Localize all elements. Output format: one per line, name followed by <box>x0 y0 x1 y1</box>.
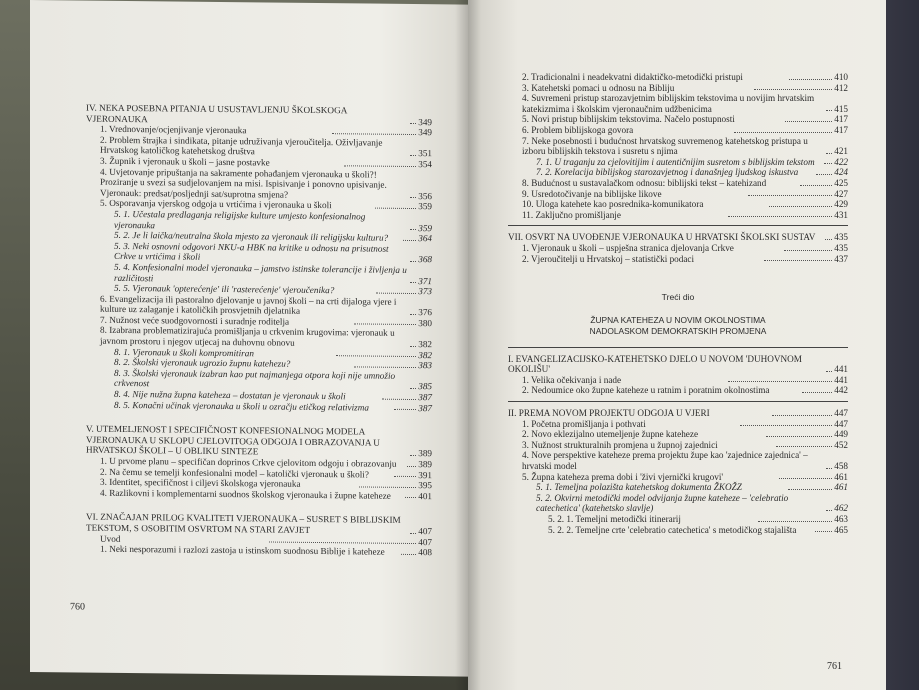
toc-page-number: 385 <box>418 381 432 392</box>
toc-entry-title: 1. Početna promišljanja i pothvati <box>522 418 646 429</box>
toc-entry-title: 5. 2. 1. Temeljni metodički itinerarij <box>548 514 681 524</box>
toc-page-number: 412 <box>834 82 848 93</box>
leader-dots <box>802 392 832 393</box>
toc-entry-title: 8. 3. Školski vjeronauk izabran kao put najmanjega otpora koji nije umnožio crkvenost <box>114 367 396 389</box>
section-ii <box>508 408 848 535</box>
toc-page-number: 376 <box>418 307 432 318</box>
leader-dots <box>826 510 832 511</box>
leader-dots <box>410 155 416 156</box>
leader-dots <box>825 239 832 240</box>
toc-page-number: 387 <box>418 402 432 413</box>
toc-page-number: 354 <box>418 159 432 170</box>
toc-entry <box>508 114 848 125</box>
toc-page-number: 417 <box>834 114 848 125</box>
toc-page-number: 359 <box>418 222 432 233</box>
toc-entry <box>508 514 848 525</box>
leader-dots <box>354 324 417 326</box>
leader-dots <box>728 216 833 217</box>
toc-entry <box>508 385 848 396</box>
leader-dots <box>826 371 832 372</box>
toc-entry <box>508 210 848 221</box>
toc-entry <box>508 189 848 200</box>
toc-page-number: 351 <box>418 148 432 159</box>
toc-entry-title: II. PREMA NOVOM PROJEKTU ODGOJA U VJERI <box>508 408 710 419</box>
leader-dots <box>784 250 832 251</box>
toc-entry-title: 5. Župna kateheza prema dobi i 'živi vjernički krugovi' <box>522 471 724 482</box>
toc-entry <box>508 440 848 451</box>
leader-dots <box>826 153 832 154</box>
toc-page-number: 427 <box>834 188 849 199</box>
toc-page-number: 410 <box>834 72 849 82</box>
leader-dots <box>772 415 832 416</box>
leader-dots <box>740 425 832 426</box>
toc-entry <box>508 419 848 430</box>
leader-dots <box>728 381 833 382</box>
toc-entry-title: 4. Nove perspektive kateheze prema projektu župe kao 'zajednice zajednica' – hrvatski model <box>522 450 808 472</box>
toc-page-number: 407 <box>418 526 432 537</box>
leader-dots <box>375 208 416 209</box>
toc-entry-title: 1. Vrednovanje/ocjenjivanje vjeronauka <box>100 123 247 136</box>
leader-dots <box>748 195 832 196</box>
toc-entry-title: VII. OSVRT NA UVOĐENJE VJERONAUKA U HRVATSKI ŠKOLSKI SUSTAV <box>508 232 816 243</box>
toc-entry-title: 5. 3. Neki osnovni odgovori NKU-a HBK na kritike u odnosu na prisutnost Crkve u vrtićima i školi <box>114 240 389 263</box>
toc-page-number: 441 <box>834 364 848 375</box>
section-i <box>508 354 848 396</box>
toc-entry-title: 2. Tradicionalni i neadekvatni didaktičko-metodički pristupi <box>522 72 743 82</box>
leader-dots <box>815 531 832 532</box>
toc-entry-title: 5. Osporavanja vjerskog odgoja u vrtićima i vjeronauka u školi <box>100 198 332 211</box>
toc-entry-title: 3. Katehetski pomaci u odnosu na Bibliju <box>522 82 675 93</box>
toc-entry-title: V. UTEMELJENOST I SPECIFIČNOST KONFESIONALNOG MODELA VJERONAUKA U SKLOPU CJELOVITOGA ODGOJA I OBRAZOVANJA U HRVATSKOJ ŠKOLI – U OBLIKU SINTEZE <box>86 423 380 457</box>
toc-page-number: 458 <box>834 461 848 472</box>
toc-page-number: 465 <box>834 524 849 535</box>
toc-page-number: 437 <box>834 253 849 264</box>
toc-page-number: 435 <box>834 242 848 253</box>
leader-dots <box>359 486 416 488</box>
leader-dots <box>344 165 416 167</box>
right-page <box>468 0 886 690</box>
toc-entry <box>508 72 848 83</box>
toc-entry-title: 2. Na čemu se temelji konfesionalni model – katolički vjeronauk u školi? <box>100 466 369 480</box>
toc-entry-title: 7. Nužnost veće suodgovornosti i suradnje roditelja <box>100 314 290 327</box>
toc-entry-title: 2. Novo eklezijalno utemeljenje župne kateheze <box>522 429 699 440</box>
leader-dots <box>824 163 832 164</box>
leader-dots <box>816 174 832 175</box>
toc-entry-title: 2. Nedoumice oko župne kateheze u ratnim i poratnim okolnostima <box>522 385 770 396</box>
leader-dots <box>354 366 416 368</box>
toc-entry-title: 2. Vjeroučitelji u Hrvatskoj – statistički podaci <box>522 253 695 264</box>
toc-entry <box>508 199 848 210</box>
leader-dots <box>410 282 416 283</box>
toc-entry-title: VI. ZNAČAJAN PRILOG KVALITETI VJERONAUKA – SUSRET S BIBLIJSKIM TEKSTOM, S OSOBITIM OSVRTOM NA STARI ZAVJET <box>86 511 401 535</box>
toc-entry-title: 5. 2. Okvirni metodički model odvijanja župne kateheze – 'celebratio catechetica' (katehetsko slavlje) <box>536 492 789 514</box>
leader-dots <box>410 261 416 262</box>
toc-page-number: 408 <box>418 547 432 558</box>
toc-entry-title: 8. Izabrana problematizirajuća promišljanja u crkvenim krugovima: vjeronauk u javnom prostoru i njegov utjecaj na duhovnu obnovu <box>100 325 395 348</box>
toc-entry-title: 3. Identitet, specifičnost i ciljevi školskoga vjeronauka <box>100 476 301 490</box>
toc-entry-title: 5. 1. Učestala predlaganja religijske kulture umjesto konfesionalnog vjeronauka <box>114 208 366 230</box>
leader-dots <box>758 521 833 522</box>
leader-dots <box>764 260 832 261</box>
toc-page-number: 463 <box>834 514 849 524</box>
toc-entry-title: 5. 4. Konfesionalni model vjeronauka – jamstvo istinske tolerancije i življenja u različitosti <box>114 261 407 283</box>
toc-entry-title: 5. Novi pristup biblijskim tekstovima. Načelo postupnosti <box>522 114 735 125</box>
toc-page-number: 461 <box>834 482 848 493</box>
toc-entry <box>508 375 848 386</box>
toc-page-number: 447 <box>834 418 849 429</box>
leader-dots <box>407 466 416 467</box>
toc-entry-title: 5. 2. 2. Temeljne crte 'celebratio catechetica' s metodičkog stajališta <box>548 524 797 535</box>
leader-dots <box>788 489 832 490</box>
left-toc <box>86 97 432 558</box>
toc-entry-title: 3. Nužnost strukturalnih promjena u župnoj zajednici <box>522 439 718 450</box>
toc-page-number: 447 <box>834 408 848 419</box>
toc-entry-title: 7. 1. U traganju za cjelovitijim i autentičnijim susretom s biblijskim tekstom <box>536 156 815 167</box>
toc-page-number: 349 <box>418 116 432 127</box>
toc-entry-title: 1. Vjeronauk u školi – uspješna stranica djelovanja Crkve <box>522 242 734 253</box>
leader-dots <box>410 123 416 124</box>
toc-entry-title: 5. 5. Vjeronauk 'opterećenje' ili 'rasterećenje' vjeroučenika? <box>114 282 335 296</box>
toc-entry <box>86 166 432 201</box>
toc-page-number: 425 <box>834 177 848 188</box>
leader-dots <box>789 79 833 80</box>
toc-entry <box>508 472 848 483</box>
leader-dots <box>754 89 832 90</box>
toc-entry-title: IV. NEKA POSEBNA PITANJA U USUSTAVLJENJU ŠKOLSKOGA VJERONAUKA <box>86 102 347 124</box>
leader-dots <box>785 121 833 122</box>
toc-entry-title: I. EVANGELIZACIJSKO-KATEHETSKO DJELO U NOVOM 'DUHOVNOM OKOLIŠU' <box>508 353 802 375</box>
left-page <box>30 0 468 677</box>
toc-entry <box>508 243 848 254</box>
toc-page-number: 449 <box>834 429 848 440</box>
toc-entry-title: 7. Neke posebnosti i budućnost hrvatskog suvremenog katehetskog pristupa u izboru biblijskih tekstova i susretu s njima <box>522 135 808 157</box>
toc-entry <box>508 136 848 157</box>
toc-page-number: 356 <box>418 190 432 201</box>
right-page-number: 761 <box>827 661 842 672</box>
toc-page-number: 429 <box>834 199 848 210</box>
toc-entry <box>508 167 848 178</box>
toc-entry-title: Uvod <box>100 533 121 544</box>
toc-entry <box>508 83 848 94</box>
leader-dots <box>269 542 416 545</box>
toc-section-heading <box>508 232 848 243</box>
leader-dots <box>394 409 417 410</box>
toc-page-number: 461 <box>834 471 848 482</box>
toc-entry <box>508 525 848 536</box>
leader-dots <box>336 355 416 357</box>
toc-page-number: 452 <box>834 439 849 450</box>
toc-page-number: 424 <box>834 167 849 178</box>
leader-dots <box>826 468 832 469</box>
divider <box>508 347 848 348</box>
leader-dots <box>410 229 416 230</box>
toc-entry-title: 8. 5. Konačni učinak vjeronauka u školi u ozračju etičkog relativizma <box>114 399 369 413</box>
toc-entry-title: 6. Evangelizacija ili pastoralno djelovanje u javnoj školi – na crti dijaloga vjere i kulture uz zalaganje i katoličkih prosvjetnih djelatnika <box>100 293 397 317</box>
toc-entry-title: 5. 1. Temeljna polazišta katehetskog dokumenta ŽKOŽZ <box>536 482 742 493</box>
part-title-line2: NADOLASKOM DEMOKRATSKIH PROMJENA <box>589 325 767 336</box>
leader-dots <box>410 314 416 315</box>
toc-entry <box>508 254 848 265</box>
toc-entry-title: 11. Zaključno promišljanje <box>522 209 621 220</box>
toc-page-number: 349 <box>418 127 433 138</box>
section-vii <box>508 232 848 264</box>
leader-dots <box>410 533 416 534</box>
toc-page-number: 371 <box>418 275 432 286</box>
toc-entry-title: 10. Uloga katehete kao posrednika-komunikatora <box>522 199 704 210</box>
toc-entry-title: 1. U prvome planu – specifičan doprinos Crkve cjelovitom odgoju i obrazovanju <box>100 455 397 469</box>
toc-entry-title: 9. Usredotočivanje na biblijske likove <box>522 188 662 199</box>
part-label: Treći dio <box>661 292 695 303</box>
toc-section-heading <box>86 424 432 459</box>
toc-entry-title: 1. Neki nesporazumi i razlozi zastoja u istinskom suodnosu Biblije i kateheze <box>100 543 385 557</box>
toc-entry <box>86 544 432 558</box>
toc-entry-title: 2. Problem štrajka i sindikata, pitanje udruživanja vjeroučitelja. Oživljavanje Hrvatskog katoličkog katehetskog društva <box>100 134 383 157</box>
spine-shadow <box>455 0 481 690</box>
toc-page-number: 442 <box>834 385 849 396</box>
toc-section-heading <box>508 354 848 375</box>
toc-entry-title: 4. Suvremeni pristup starozavjetnim biblijskim tekstovima u novijim hrvatskim katekizmima i školskim vjeronaučnim udžbenicima <box>522 93 815 114</box>
leader-dots <box>382 398 416 399</box>
toc-entry-title: 4. Razlikovni i komplementarni suodnos školskog vjeronauka i župne kateheze <box>100 487 391 501</box>
toc-page-number: 395 <box>418 480 433 491</box>
toc-page-number: 387 <box>418 392 432 403</box>
toc-page-number: 364 <box>418 233 433 244</box>
leader-dots <box>394 476 417 477</box>
toc-entry-title: 6. Problem biblijskoga govora <box>522 124 634 135</box>
right-top-items <box>508 72 848 220</box>
toc-entry-title: 8. 4. Nije nužna župna kateheza – dostatan je vjeronauk u školi <box>114 388 346 402</box>
toc-entry-title: 8. 2. Školski vjeronauk ugrozio župnu katehezu? <box>114 357 291 369</box>
leader-dots <box>776 446 832 447</box>
toc-page-number: 421 <box>834 146 848 157</box>
toc-page-number: 383 <box>418 360 432 371</box>
toc-page-number: 401 <box>418 490 432 501</box>
toc-entry-title: 1. Velika očekivanja i nade <box>522 374 622 385</box>
toc-page-number: 391 <box>418 469 432 480</box>
toc-entry <box>508 493 848 514</box>
toc-page-number: 417 <box>834 124 849 135</box>
toc-entry-title: 5. 2. Je li laička/neutralna škola mjesto za vjeronauk ili religijsku kulturu? <box>114 230 389 243</box>
toc-page-number: 462 <box>834 503 848 514</box>
leader-dots <box>332 133 416 135</box>
leader-dots <box>376 292 416 293</box>
toc-entry <box>508 178 848 189</box>
leader-dots <box>779 478 833 479</box>
leader-dots <box>410 388 416 389</box>
toc-page-number: 422 <box>834 156 848 167</box>
divider <box>508 401 848 402</box>
toc-page-number: 382 <box>418 339 432 350</box>
left-page-number: 760 <box>70 601 85 613</box>
toc-entry <box>508 450 848 471</box>
toc-entry-title: 8. Budućnost u sustavalačkom odnosu: biblijski tekst – katehizand <box>522 177 767 188</box>
right-toc <box>508 72 848 535</box>
leader-dots <box>734 132 832 133</box>
leader-dots <box>401 554 416 555</box>
toc-page-number: 441 <box>834 374 849 385</box>
divider <box>508 225 848 226</box>
toc-page-number: 431 <box>834 209 849 220</box>
part-title-line1: ŽUPNA KATEHEZA U NOVIM OKOLNOSTIMA <box>590 314 766 325</box>
leader-dots <box>403 240 416 241</box>
toc-section-heading <box>508 408 848 419</box>
toc-entry <box>508 125 848 136</box>
toc-page-number: 373 <box>418 286 433 297</box>
toc-page-number: 368 <box>418 254 432 265</box>
toc-page-number: 380 <box>418 317 433 329</box>
toc-entry-title: 3. Župnik i vjeronauk u školi – jasne postavke <box>100 155 270 168</box>
leader-dots <box>410 346 416 347</box>
leader-dots <box>410 455 416 456</box>
leader-dots <box>766 436 832 437</box>
toc-entry-title: 4. Uvjetovanje pripuštanja na sakramente pohađanjem vjeronauka u školi?! Proziranje u svezi sa sudjelovanjem na misi. Ispisivanje i ponovno upisivanje. Vjeronauk: predsat/posljednji sat/suprotna smjena? <box>100 166 387 200</box>
leader-dots <box>826 110 832 111</box>
leader-dots <box>769 206 832 207</box>
toc-page-number: 389 <box>418 448 432 459</box>
toc-entry <box>508 93 848 114</box>
toc-entry-title: 7. 2. Korelacija biblijskog starozavjetnog i današnjeg ljudskog iskustva <box>536 167 799 178</box>
leader-dots <box>800 185 832 186</box>
toc-page-number: 415 <box>834 103 848 114</box>
toc-entry <box>508 429 848 440</box>
toc-page-number: 382 <box>418 349 432 360</box>
toc-page-number: 389 <box>418 459 432 470</box>
toc-page-number: 359 <box>418 201 432 212</box>
leader-dots <box>405 497 417 498</box>
leader-dots <box>410 197 416 198</box>
toc-entry <box>508 482 848 493</box>
toc-page-number: 407 <box>418 536 433 547</box>
part-title <box>508 315 848 337</box>
toc-entry <box>508 157 848 168</box>
toc-entry-title: 8. 1. Vjeronauk u školi kompromitiran <box>114 346 254 359</box>
toc-page-number: 435 <box>834 232 848 243</box>
